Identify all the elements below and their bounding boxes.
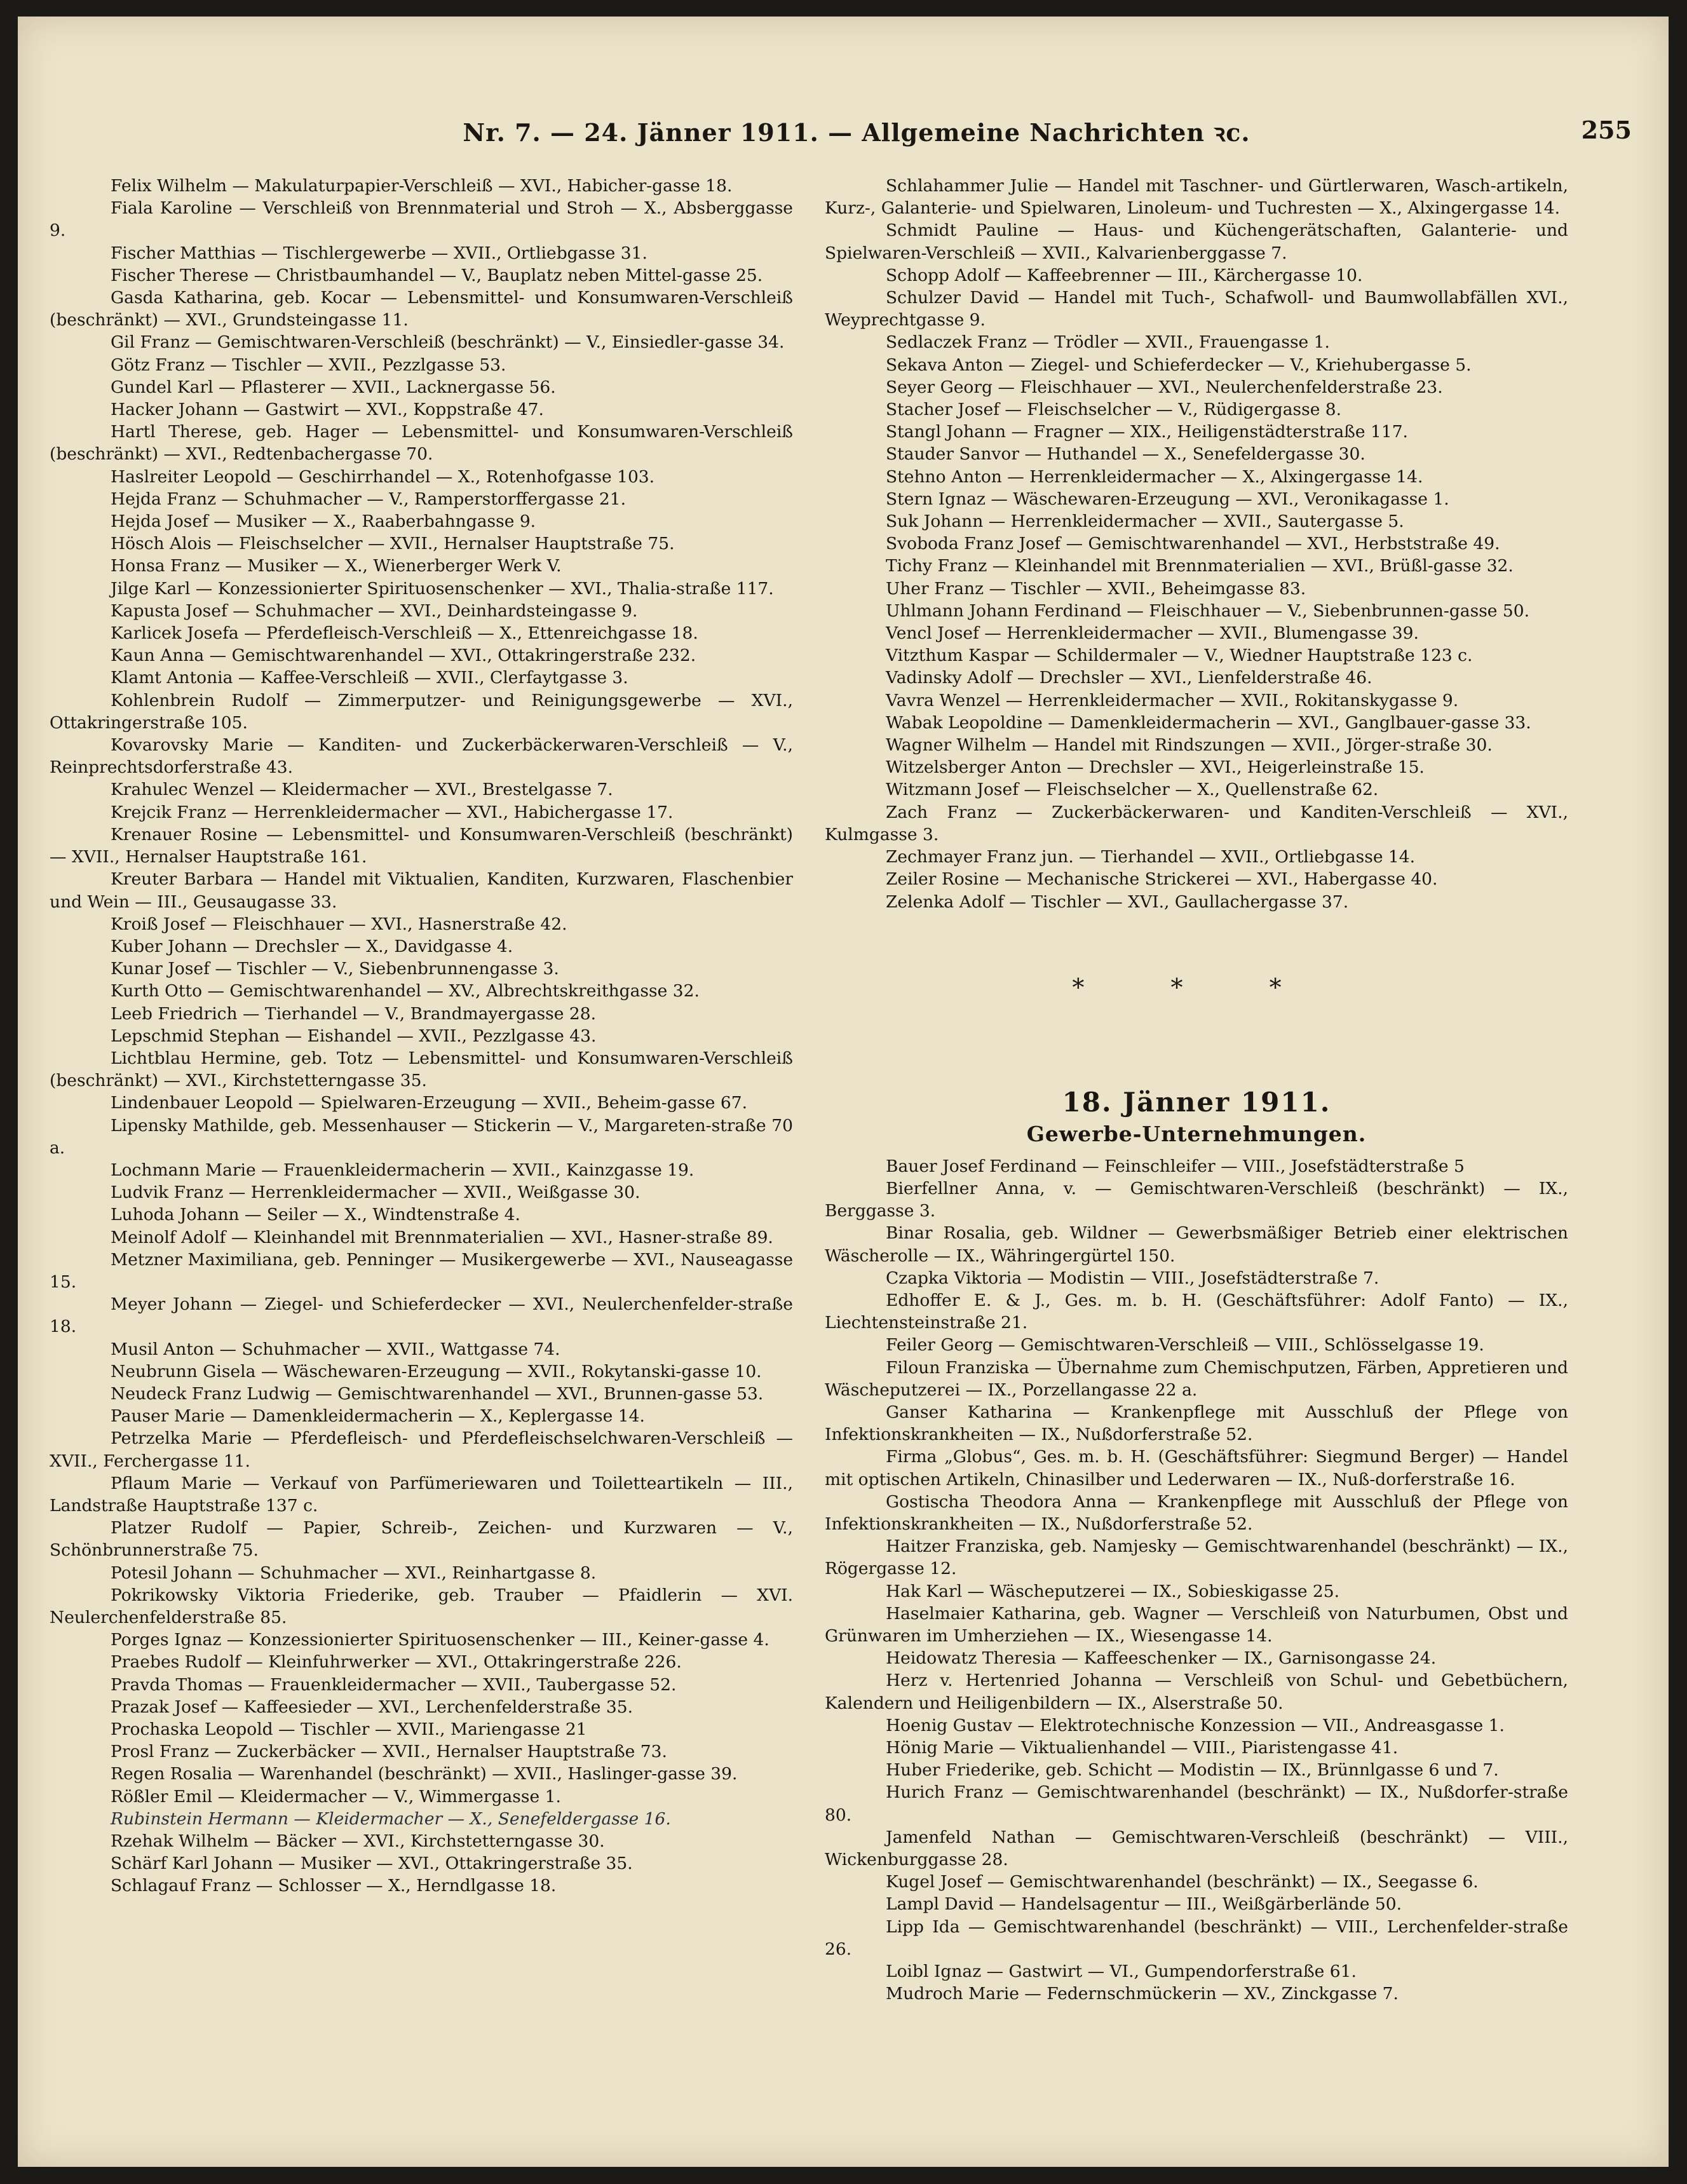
register-entry: Pokrikowsky Viktoria Friederike, geb. Trauber — Pfaidlerin — XVI. Neulerchenfelderstraße 85. bbox=[50, 1585, 793, 1627]
register-entry: Uher Franz — Tischler — XVII., Beheimgasse 83. bbox=[886, 578, 1306, 599]
register-entry: Meyer Johann — Ziegel- und Schieferdecker — XVI., Neulerchenfelder-straße 18. bbox=[50, 1294, 793, 1337]
register-entry: Edhoffer E. & J., Ges. m. b. H. (Geschäftsführer: Adolf Fanto) — IX., Liechtensteinstraße 21. bbox=[825, 1290, 1568, 1333]
register-entry: Seyer Georg — Fleischhauer — XVI., Neulerchenfelderstraße 23. bbox=[886, 377, 1443, 397]
register-entry: Schlagauf Franz — Schlosser — X., Herndlgasse 18. bbox=[111, 1876, 557, 1896]
register-entry: Karlicek Josefa — Pferdefleisch-Verschleiß — X., Ettenreichgasse 18. bbox=[111, 623, 698, 644]
register-entry: Metzner Maximiliana, geb. Penninger — Musikergewerbe — XVI., Nauseagasse 15. bbox=[50, 1249, 793, 1292]
register-entry: Schärf Karl Johann — Musiker — XVI., Ottakringerstraße 35. bbox=[111, 1854, 633, 1874]
register-entry: Ludvik Franz — Herrenkleidermacher — XVII., Weißgasse 30. bbox=[111, 1183, 640, 1203]
register-entry: Czapka Viktoria — Modistin — VIII., Josefstädterstraße 7. bbox=[886, 1268, 1379, 1288]
register-entry: Feiler Georg — Gemischtwaren-Verschleiß — VIII., Schlösselgasse 19. bbox=[886, 1335, 1484, 1355]
register-entry: Loibl Ignaz — Gastwirt — VI., Gumpendorferstraße 61. bbox=[886, 1962, 1357, 1982]
register-entry: Filoun Franziska — Übernahme zum Chemischputzen, Färben, Appretieren und Wäscheputzerei — IX., Porzellangasse 22 a. bbox=[825, 1357, 1568, 1400]
register-entry: Lampl David — Handelsagentur — III., Weißgärberlände 50. bbox=[886, 1894, 1402, 1915]
register-entry: Bauer Josef Ferdinand — Feinschleifer — VIII., Josefstädterstraße 5 bbox=[886, 1156, 1465, 1176]
register-entry: Jilge Karl — Konzessionierter Spirituosenschenker — XVI., Thalia-straße 117. bbox=[111, 578, 774, 599]
page-header bbox=[81, 112, 1632, 163]
register-entry: Porges Ignaz — Konzessionierter Spirituosenschenker — III., Keiner-gasse 4. bbox=[111, 1630, 769, 1650]
register-entry: Witzmann Josef — Fleischselcher — X., Quellenstraße 62. bbox=[886, 780, 1379, 800]
register-entry: Hönig Marie — Viktualienhandel — VIII., Piaristengasse 41. bbox=[886, 1737, 1399, 1758]
register-entry: Stacher Josef — Fleischselcher — V., Rüdigergasse 8. bbox=[886, 400, 1342, 420]
register-entry: Hartl Therese, geb. Hager — Lebensmittel- und Konsumwaren-Verschleiß (beschränkt) — XVI., Redtenbachergasse 70. bbox=[50, 422, 793, 465]
register-entry: Kugel Josef — Gemischtwarenhandel (beschränkt) — IX., Seegasse 6. bbox=[886, 1872, 1479, 1892]
register-entry: Kunar Josef — Tischler — V., Siebenbrunnengasse 3. bbox=[111, 959, 559, 979]
page-title: Nr. 7. — 24. Jänner 1911. — Allgemeine Nachrichten ꝛc. bbox=[463, 118, 1250, 147]
page-number: 255 bbox=[1581, 116, 1632, 144]
register-entry: Klamt Antonia — Kaffee-Verschleiß — XVII., Clerfaytgasse 3. bbox=[111, 668, 628, 688]
register-entry: Schopp Adolf — Kaffeebrenner — III., Kärchergasse 10. bbox=[886, 265, 1363, 285]
left-column bbox=[50, 175, 793, 1897]
register-entry: Krejcik Franz — Herrenkleidermacher — XVI., Habichergasse 17. bbox=[111, 802, 674, 822]
register-entry: Potesil Johann — Schuhmacher — XVI., Reinhartgasse 8. bbox=[111, 1563, 597, 1583]
register-entry: Stauder Sanvor — Huthandel — X., Senefeldergasse 30. bbox=[886, 444, 1365, 465]
register-entry: Musil Anton — Schuhmacher — XVII., Wattgasse 74. bbox=[111, 1339, 560, 1359]
register-entry: Mudroch Marie — Federnschmückerin — XV., Zinckgasse 7. bbox=[886, 1984, 1399, 2004]
register-entry: Stern Ignaz — Wäschewaren-Erzeugung — XVI., Veronikagasse 1. bbox=[886, 489, 1449, 509]
register-entry: Kovarovsky Marie — Kanditen- und Zuckerbäckerwaren-Verschleiß — V., Reinprechtsdorferstraße 43. bbox=[50, 735, 793, 778]
register-entry: Ganser Katharina — Krankenpflege mit Ausschluß der Pflege von Infektionskrankheiten — IX., Nußdorferstraße 52. bbox=[825, 1402, 1568, 1445]
register-entry: Zach Franz — Zuckerbäckerwaren- und Kanditen-Verschleiß — XVI., Kulmgasse 3. bbox=[825, 802, 1568, 844]
register-entry: Uhlmann Johann Ferdinand — Fleischhauer — V., Siebenbrunnen-gasse 50. bbox=[886, 600, 1530, 621]
register-entry: Prochaska Leopold — Tischler — XVII., Mariengasse 21 bbox=[111, 1719, 587, 1740]
register-entry: Neudeck Franz Ludwig — Gemischtwarenhandel — XVI., Brunnen-gasse 53. bbox=[111, 1383, 764, 1404]
register-entry: Luhoda Johann — Seiler — X., Windtenstraße 4. bbox=[111, 1205, 520, 1225]
register-entry: Krahulec Wenzel — Kleidermacher — XVI., Brestelgasse 7. bbox=[111, 780, 613, 800]
register-entry: Haitzer Franziska, geb. Namjesky — Gemischtwarenhandel (beschränkt) — IX., Rögergasse 12. bbox=[825, 1536, 1568, 1579]
register-entry: Lepschmid Stephan — Eishandel — XVII., Pezzlgasse 43. bbox=[111, 1026, 597, 1046]
right-column bbox=[825, 175, 1568, 2005]
register-entry: Lipensky Mathilde, geb. Messenhauser — Stickerin — V., Margareten-straße 70 a. bbox=[50, 1115, 793, 1158]
register-entry: Lipp Ida — Gemischtwarenhandel (beschränkt) — VIII., Lerchenfelder-straße 26. bbox=[825, 1916, 1568, 1959]
register-entry: Lindenbauer Leopold — Spielwaren-Erzeugung — XVII., Beheim-gasse 67. bbox=[111, 1093, 748, 1113]
register-entry: Pauser Marie — Damenkleidermacherin — X., Keplergasse 14. bbox=[111, 1406, 645, 1427]
register-entry: Lichtblau Hermine, geb. Totz — Lebensmittel- und Konsumwaren-Verschleiß (beschränkt) — XVI., Kirchstetterngasse 35. bbox=[50, 1048, 793, 1091]
register-entry: Zechmayer Franz jun. — Tierhandel — XVII., Ortliebgasse 14. bbox=[886, 847, 1416, 867]
register-entry: Gundel Karl — Pflasterer — XVII., Lacknergasse 56. bbox=[111, 377, 556, 397]
register-entry: Hejda Franz — Schuhmacher — V., Ramperstorffergasse 21. bbox=[111, 489, 626, 509]
register-entry: Hoenig Gustav — Elektrotechnische Konzession — VII., Andreasgasse 1. bbox=[886, 1715, 1505, 1735]
register-entry: Fischer Matthias — Tischlergewerbe — XVII., Ortliebgasse 31. bbox=[111, 243, 647, 263]
register-entry: Suk Johann — Herrenkleidermacher — XVII., Sautergasse 5. bbox=[886, 512, 1404, 532]
register-entry: Felix Wilhelm — Makulaturpapier-Verschleiß — XVI., Habicher-gasse 18. bbox=[111, 176, 733, 196]
register-entry: Rubinstein Hermann — Kleidermacher — X., Senefeldergasse 16. bbox=[111, 1808, 671, 1829]
register-entry: Meinolf Adolf — Kleinhandel mit Brennmaterialien — XVI., Hasner-straße 89. bbox=[111, 1227, 773, 1247]
section-entry-list bbox=[825, 1155, 1568, 2005]
register-entry: Rößler Emil — Kleidermacher — V., Wimmergasse 1. bbox=[111, 1786, 561, 1807]
register-entry: Stehno Anton — Herrenkleidermacher — X., Alxingergasse 14. bbox=[886, 466, 1423, 487]
register-entry: Pflaum Marie — Verkauf von Parfümeriewaren und Toiletteartikeln — III., Landstraße Hauptstraße 137 c. bbox=[50, 1473, 793, 1516]
register-entry: Praebes Rudolf — Kleinfuhrwerker — XVI., Ottakringerstraße 226. bbox=[111, 1652, 682, 1672]
register-entry: Tichy Franz — Kleinhandel mit Brennmaterialien — XVI., Brüßl-gasse 32. bbox=[886, 556, 1514, 576]
register-entry: Wagner Wilhelm — Handel mit Rindszungen — XVII., Jörger-straße 30. bbox=[886, 735, 1493, 756]
register-entry: Pravda Thomas — Frauenkleidermacher — XVII., Taubergasse 52. bbox=[111, 1674, 677, 1695]
register-entry: Prazak Josef — Kaffeesieder — XVI., Lerchenfelderstraße 35. bbox=[111, 1697, 633, 1717]
register-entry: Stangl Johann — Fragner — XIX., Heiligenstädterstraße 117. bbox=[886, 422, 1408, 442]
register-entry: Hurich Franz — Gemischtwarenhandel (beschränkt) — IX., Nußdorfer-straße 80. bbox=[825, 1782, 1568, 1825]
register-entry: Zeiler Rosine — Mechanische Strickerei — XVI., Habergasse 40. bbox=[886, 869, 1438, 890]
register-entry: Götz Franz — Tischler — XVII., Pezzlgasse 53. bbox=[111, 355, 506, 375]
register-entry: Honsa Franz — Musiker — X., Wienerberger Werk V. bbox=[111, 556, 562, 576]
register-entry: Fischer Therese — Christbaumhandel — V., Bauplatz neben Mittel-gasse 25. bbox=[111, 265, 763, 285]
register-entry: Binar Rosalia, geb. Wildner — Gewerbsmäßiger Betrieb einer elektrischen Wäscherolle — IX., Währingergürtel 150. bbox=[825, 1223, 1568, 1266]
register-entry: Haselmaier Katharina, geb. Wagner — Verschleiß von Naturbumen, Obst und Grünwaren im Umherziehen — IX., Wiesengasse 14. bbox=[825, 1603, 1568, 1646]
register-entry: Heidowatz Theresia — Kaffeeschenker — IX., Garnisongasse 24. bbox=[886, 1648, 1437, 1669]
register-entry: Gil Franz — Gemischtwaren-Verschleiß (beschränkt) — V., Einsiedler-gasse 34. bbox=[111, 332, 785, 353]
register-entry: Vencl Josef — Herrenkleidermacher — XVII., Blumengasse 39. bbox=[886, 623, 1419, 644]
register-entry: Kohlenbrein Rudolf — Zimmerputzer- und Reinigungsgewerbe — XVI., Ottakringerstraße 105. bbox=[50, 690, 793, 733]
register-entry: Leeb Friedrich — Tierhandel — V., Brandmayergasse 28. bbox=[111, 1003, 597, 1024]
register-entry: Fiala Karoline — Verschleiß von Brennmaterial und Stroh — X., Absberggasse 9. bbox=[50, 198, 793, 241]
register-entry: Rzehak Wilhelm — Bäcker — XVI., Kirchstetterngasse 30. bbox=[111, 1831, 605, 1852]
register-entry: Krenauer Rosine — Lebensmittel- und Konsumwaren-Verschleiß (beschränkt) — XVII., Hernalser Hauptstraße 161. bbox=[50, 824, 793, 867]
register-entry: Bierfellner Anna, v. — Gemischtwaren-Verschleiß (beschränkt) — IX., Berggasse 3. bbox=[825, 1178, 1568, 1221]
register-entry: Kurth Otto — Gemischtwarenhandel — XV., Albrechtskreithgasse 32. bbox=[111, 981, 700, 1001]
register-entry: Witzelsberger Anton — Drechsler — XVI., Heigerleinstraße 15. bbox=[886, 757, 1425, 778]
register-entry: Vitzthum Kaspar — Schildermaler — V., Wiedner Hauptstraße 123 c. bbox=[886, 646, 1473, 666]
section-heading: Gewerbe-Unternehmungen. bbox=[1026, 1121, 1367, 1146]
register-entry: Schulzer David — Handel mit Tuch-, Schafwoll- und Baumwollabfällen XVI., Weyprechtgasse 9. bbox=[825, 288, 1568, 330]
register-entry: Kroiß Josef — Fleischhauer — XVI., Hasnerstraße 42. bbox=[111, 914, 567, 934]
register-entry: Jamenfeld Nathan — Gemischtwaren-Verschleiß (beschränkt) — VIII., Wickenburggasse 28. bbox=[825, 1827, 1568, 1869]
register-entry: Hösch Alois — Fleischselcher — XVII., Hernalser Hauptstraße 75. bbox=[111, 534, 675, 554]
register-entry: Prosl Franz — Zuckerbäcker — XVII., Hernalser Hauptstraße 73. bbox=[111, 1742, 667, 1762]
right-entry-list bbox=[825, 175, 1568, 913]
register-entry: Petrzelka Marie — Pferdefleisch- und Pferdefleischselchwaren-Verschleiß — XVII., Ferchergasse 11. bbox=[50, 1428, 793, 1471]
register-entry: Haslreiter Leopold — Geschirrhandel — X., Rotenhofgasse 103. bbox=[111, 466, 655, 487]
register-entry: Kapusta Josef — Schuhmacher — XVI., Deinhardsteingasse 9. bbox=[111, 600, 638, 621]
register-entry: Hacker Johann — Gastwirt — XVI., Koppstraße 47. bbox=[111, 400, 544, 420]
register-entry: Kreuter Barbara — Handel mit Viktualien, Kanditen, Kurzwaren, Flaschenbier und Wein — III., Geusaugasse 33. bbox=[50, 869, 793, 912]
register-entry: Zelenka Adolf — Tischler — XVI., Gaullachergasse 37. bbox=[886, 892, 1349, 912]
register-entry: Sekava Anton — Ziegel- und Schieferdecker — V., Kriehubergasse 5. bbox=[886, 355, 1472, 375]
register-entry: Hak Karl — Wäscheputzerei — IX., Sobieskigasse 25. bbox=[886, 1581, 1340, 1601]
register-entry: Sedlaczek Franz — Trödler — XVII., Frauengasse 1. bbox=[886, 332, 1330, 353]
register-entry: Regen Rosalia — Warenhandel (beschränkt) — XVII., Haslinger-gasse 39. bbox=[111, 1764, 738, 1784]
register-entry: Firma „Globus“, Ges. m. b. H. (Geschäftsführer: Siegmund Berger) — Handel mit optischen Artikeln, Chinasilber und Lederwaren — IX., Nuß-dorferstraße 16. bbox=[825, 1447, 1568, 1489]
register-entry: Gasda Katharina, geb. Kocar — Lebensmittel- und Konsumwaren-Verschleiß (beschränkt) — XVI., Grundsteingasse 11. bbox=[50, 288, 793, 330]
register-entry: Schmidt Pauline — Haus- und Küchengerätschaften, Galanterie- und Spielwaren-Verschleiß — XVII., Kalvarienberggasse 7. bbox=[825, 220, 1568, 263]
register-entry: Wabak Leopoldine — Damenkleidermacherin — XVI., Ganglbauer-gasse 33. bbox=[886, 712, 1531, 733]
register-entry: Herz v. Hertenried Johanna — Verschleiß von Schul- und Gebetbüchern, Kalendern und Heiligenbildern — IX., Alserstraße 50. bbox=[825, 1671, 1568, 1713]
register-entry: Lochmann Marie — Frauenkleidermacherin — XVII., Kainzgasse 19. bbox=[111, 1160, 694, 1180]
register-entry: Kaun Anna — Gemischtwarenhandel — XVI., Ottakringerstraße 232. bbox=[111, 646, 696, 666]
register-entry: Vadinsky Adolf — Drechsler — XVI., Lienfelderstraße 46. bbox=[886, 668, 1372, 688]
register-entry: Hejda Josef — Musiker — X., Raaberbahngasse 9. bbox=[111, 512, 536, 532]
section-separator: * * * bbox=[1072, 973, 1321, 1001]
register-entry: Platzer Rudolf — Papier, Schreib-, Zeichen- und Kurzwaren — V., Schönbrunnerstraße 75. bbox=[50, 1518, 793, 1561]
register-entry: Schlahammer Julie — Handel mit Taschner- und Gürtlerwaren, Wasch-artikeln, Kurz-, Galanterie- und Spielwaren, Linoleum- und Tuchresten — X., Alxingergasse 14. bbox=[825, 176, 1568, 219]
register-entry: Gostischa Theodora Anna — Krankenpflege mit Ausschluß der Pflege von Infektionskrankheiten — IX., Nußdorferstraße 52. bbox=[825, 1491, 1568, 1534]
register-entry: Neubrunn Gisela — Wäschewaren-Erzeugung — XVII., Rokytanski-gasse 10. bbox=[111, 1361, 762, 1381]
register-entry: Vavra Wenzel — Herrenkleidermacher — XVII., Rokitanskygasse 9. bbox=[886, 690, 1459, 710]
register-entry: Huber Friederike, geb. Schicht — Modistin — IX., Brünnlgasse 6 und 7. bbox=[886, 1760, 1499, 1780]
register-entry: Svoboda Franz Josef — Gemischtwarenhandel — XVI., Herbststraße 49. bbox=[886, 534, 1500, 554]
section-date: 18. Jänner 1911. bbox=[1062, 1086, 1331, 1118]
register-entry: Kuber Johann — Drechsler — X., Davidgasse 4. bbox=[111, 936, 513, 956]
